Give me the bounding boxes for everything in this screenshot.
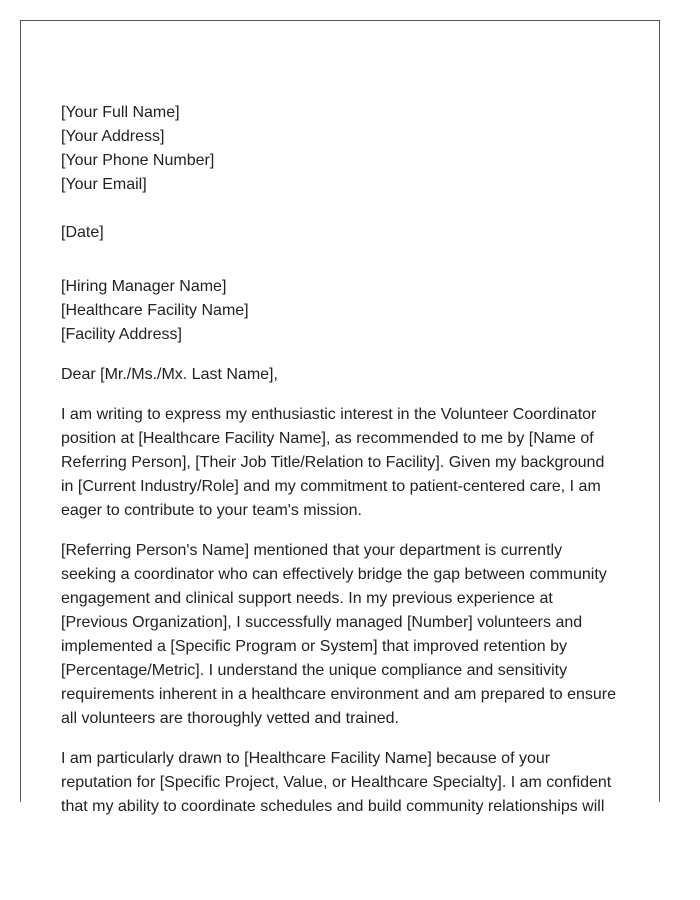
date-block	[61, 221, 621, 245]
recipient-block	[61, 275, 621, 347]
paragraph-experience: [Referring Person's Name] mentioned that your department is currently seeking a coordinator who can effectively bridge the gap between community engagement and clinical support needs. In my previous experience at [Previous Organization], I successfully managed [Number] volunteers and implemented a [Specific Program or System] that improved retention by [Percentage/Metric]. I understand the unique compliance and sensitivity requirements inherent in a healthcare environment and am prepared to ensure all volunteers are thoroughly vetted and trained.	[61, 542, 616, 727]
recipient-name: [Hiring Manager Name]	[61, 278, 227, 295]
letter-date: [Date]	[61, 224, 104, 241]
paragraph-intro: I am writing to express my enthusiastic interest in the Volunteer Coordinator position at [Healthcare Facility Name], as recommended to me by [Name of Referring Person], [Their Job Title/Relation to Facility]. Given my background in [Current Industry/Role] and my commitment to patient-centered care, I am eager to contribute to your team's mission.	[61, 406, 605, 519]
salutation: Dear [Mr./Ms./Mx. Last Name],	[61, 366, 278, 383]
paragraph-motivation: I am particularly drawn to [Healthcare Facility Name] because of your reputation for [Specific Project, Value, or Healthcare Specialty]. I am confident that my ability to coordinate schedules and build community relationships will	[61, 750, 612, 815]
sender-block	[61, 101, 621, 197]
document-page	[20, 20, 660, 815]
recipient-address: [Facility Address]	[61, 326, 182, 343]
sender-address: [Your Address]	[61, 128, 165, 145]
sender-name: [Your Full Name]	[61, 104, 180, 121]
sender-phone: [Your Phone Number]	[61, 152, 215, 169]
letter-body	[61, 101, 621, 835]
sender-email: [Your Email]	[61, 176, 147, 193]
recipient-facility: [Healthcare Facility Name]	[61, 302, 249, 319]
